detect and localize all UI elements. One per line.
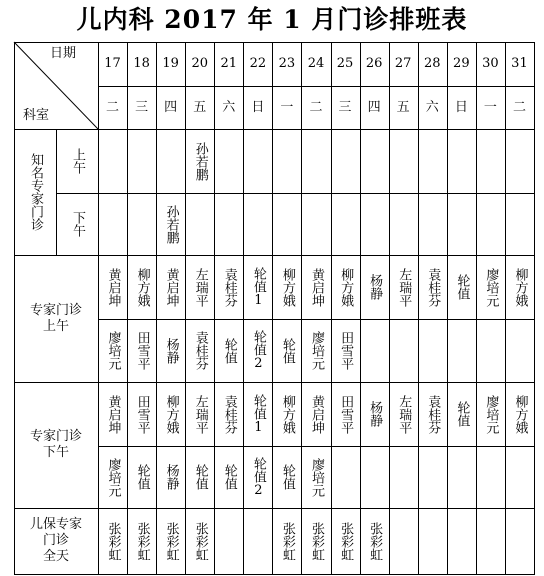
duty-cell-text: 田雪平 [134, 394, 150, 434]
weekday-cell-text: 五 [193, 99, 207, 115]
weekday-cell-text: 三 [338, 99, 352, 115]
date-cell [214, 42, 243, 86]
duty-cell [447, 319, 476, 382]
duty-cell-text: 廖培元 [483, 394, 499, 434]
column-divider [418, 42, 419, 574]
duty-cell [156, 508, 185, 574]
weekday-cell [418, 86, 447, 129]
duty-cell [214, 319, 243, 382]
duty-cell-text: 左瑞平 [396, 394, 412, 434]
duty-cell [98, 319, 127, 382]
duty-cell [447, 382, 476, 446]
section-label [14, 382, 98, 508]
duty-cell [331, 446, 360, 508]
duty-cell [185, 193, 214, 255]
duty-cell [214, 129, 243, 193]
date-cell [156, 42, 185, 86]
date-cell [301, 42, 330, 86]
date-weekday-divider [98, 86, 534, 87]
duty-cell [243, 446, 272, 508]
section-divider [14, 382, 534, 383]
duty-cell-text: 张彩虹 [163, 521, 179, 561]
weekday-cell-text: 日 [251, 99, 265, 115]
duty-cell [127, 193, 156, 255]
duty-cell [331, 319, 360, 382]
duty-cell [360, 255, 389, 319]
duty-cell [505, 319, 534, 382]
date-cell-text: 19 [162, 56, 179, 71]
column-divider [447, 42, 448, 574]
weekday-cell [360, 86, 389, 129]
duty-cell [243, 255, 272, 319]
weekday-cell-text: 二 [309, 99, 323, 115]
duty-cell [214, 382, 243, 446]
duty-cell-text: 柳方娥 [512, 394, 528, 434]
date-cell [185, 42, 214, 86]
duty-cell-text: 柳方娥 [163, 394, 179, 434]
column-divider [505, 42, 506, 574]
weekday-cell-text: 四 [164, 99, 178, 115]
duty-cell [360, 446, 389, 508]
duty-cell-text: 廖培元 [308, 457, 324, 497]
label-column-divider [98, 42, 99, 574]
duty-cell [127, 129, 156, 193]
duty-cell [127, 319, 156, 382]
duty-cell [156, 446, 185, 508]
column-divider [389, 42, 390, 574]
duty-cell-text: 轮值2 [250, 330, 266, 371]
weekday-cell [127, 86, 156, 129]
duty-cell-text: 田雪平 [134, 331, 150, 370]
duty-cell-text: 左瑞平 [396, 267, 412, 307]
duty-cell [360, 382, 389, 446]
date-cell-text: 25 [336, 56, 354, 71]
date-cell-text: 30 [482, 56, 499, 71]
duty-cell-text: 袁桂芬 [192, 331, 208, 370]
duty-cell [389, 382, 418, 446]
section-label [14, 255, 98, 382]
duty-cell-text: 张彩虹 [338, 521, 354, 561]
duty-cell [418, 193, 447, 255]
duty-cell [185, 508, 214, 574]
duty-cell [447, 193, 476, 255]
weekday-cell [214, 86, 243, 129]
duty-cell [331, 255, 360, 319]
header-bottom-border [14, 129, 534, 130]
duty-cell [360, 319, 389, 382]
date-cell-text: 29 [453, 56, 470, 71]
duty-cell-text: 左瑞平 [192, 267, 208, 307]
duty-cell [418, 446, 447, 508]
table-right-border [534, 42, 535, 575]
weekday-cell-text: 日 [454, 99, 468, 115]
duty-cell [127, 508, 156, 574]
date-cell [389, 42, 418, 86]
date-cell [505, 42, 534, 86]
duty-cell [156, 255, 185, 319]
duty-cell [272, 446, 301, 508]
duty-cell-text: 廖培元 [105, 331, 121, 370]
duty-cell [127, 382, 156, 446]
weekday-cell-text: 二 [512, 99, 526, 115]
column-divider [185, 42, 186, 574]
duty-cell-text: 轮值2 [250, 456, 266, 498]
row-divider [56, 193, 534, 194]
weekday-cell [185, 86, 214, 129]
duty-cell [505, 508, 534, 574]
duty-cell [185, 382, 214, 446]
duty-cell [331, 129, 360, 193]
session-label [56, 129, 98, 193]
date-cell-text: 23 [278, 56, 296, 71]
date-cell [476, 42, 505, 86]
duty-cell [185, 255, 214, 319]
duty-cell-text: 廖培元 [105, 457, 121, 497]
duty-cell [185, 129, 214, 193]
duty-cell [476, 446, 505, 508]
duty-cell [214, 508, 243, 574]
session-label-text: 上午 [70, 148, 85, 174]
weekday-cell-text: 一 [280, 99, 294, 115]
duty-cell-text: 轮值 [454, 274, 470, 300]
duty-cell [301, 129, 330, 193]
duty-cell [185, 446, 214, 508]
duty-cell [389, 508, 418, 574]
duty-cell [301, 255, 330, 319]
duty-cell [301, 508, 330, 574]
session-label-text: 下午 [70, 211, 85, 237]
duty-cell-text: 张彩虹 [367, 521, 383, 561]
date-cell-text: 17 [104, 56, 121, 71]
duty-cell [127, 446, 156, 508]
duty-cell [505, 382, 534, 446]
duty-cell-text: 黄启坤 [308, 267, 324, 307]
duty-cell-text: 柳方娥 [279, 267, 295, 307]
date-cell-text: 26 [365, 56, 383, 71]
duty-cell-text: 杨静 [163, 464, 179, 490]
column-divider [331, 42, 332, 574]
duty-cell [243, 193, 272, 255]
duty-cell-text: 张彩虹 [105, 521, 121, 561]
duty-cell [418, 319, 447, 382]
duty-cell [389, 319, 418, 382]
section-label [14, 129, 56, 255]
duty-cell-text: 轮值 [134, 464, 150, 490]
duty-cell [505, 193, 534, 255]
table-top-border [14, 42, 534, 43]
weekday-cell [389, 86, 418, 129]
duty-cell-text: 柳方娥 [134, 267, 150, 307]
duty-cell [301, 193, 330, 255]
duty-cell [505, 446, 534, 508]
corner-dept-label-text: 科室 [22, 108, 49, 123]
duty-cell-text: 轮值 [192, 464, 208, 490]
weekday-cell-text: 五 [396, 99, 410, 115]
duty-cell [476, 319, 505, 382]
section-label-text: 专家门诊 上午 [29, 302, 82, 334]
duty-cell-text: 袁桂芬 [221, 394, 237, 434]
duty-cell [331, 508, 360, 574]
duty-cell [389, 193, 418, 255]
section-label [14, 508, 98, 574]
duty-cell [418, 382, 447, 446]
duty-cell [505, 129, 534, 193]
duty-cell-text: 杨静 [367, 401, 383, 427]
duty-cell [98, 382, 127, 446]
duty-cell [156, 193, 185, 255]
date-cell [331, 42, 360, 86]
section-label-text: 专家门诊 下午 [29, 429, 82, 460]
column-divider [156, 42, 157, 574]
date-cell-text: 21 [220, 56, 238, 71]
weekday-cell [156, 86, 185, 129]
date-cell-text: 18 [133, 56, 150, 71]
session-divider [56, 129, 57, 255]
section-label-text: 儿保专家 门诊 全天 [29, 517, 82, 564]
duty-cell [243, 382, 272, 446]
duty-cell-text: 杨静 [367, 274, 383, 300]
date-cell-text: 22 [249, 56, 267, 71]
page-title: 儿内科 2017 年 1 月门诊排班表 [76, 5, 468, 34]
weekday-cell-text: 六 [425, 99, 439, 115]
duty-cell [331, 193, 360, 255]
column-divider [301, 42, 302, 574]
duty-cell-text: 黄启坤 [163, 267, 179, 307]
corner-date-label-text: 日期 [49, 46, 76, 61]
duty-cell-text: 轮值 [221, 337, 237, 364]
duty-cell-text: 轮值 [454, 401, 470, 427]
weekday-cell-text: 六 [222, 99, 236, 115]
duty-cell-text: 左瑞平 [192, 394, 208, 434]
date-cell [272, 42, 301, 86]
column-divider [127, 42, 128, 574]
duty-cell [389, 255, 418, 319]
duty-cell-text: 孙若鹏 [192, 141, 208, 181]
column-divider [360, 42, 361, 574]
weekday-cell-text: 四 [367, 99, 381, 115]
duty-cell [447, 446, 476, 508]
row-divider [98, 446, 534, 447]
duty-cell [447, 255, 476, 319]
duty-cell [476, 129, 505, 193]
duty-cell [272, 255, 301, 319]
duty-cell [476, 382, 505, 446]
date-cell-text: 24 [307, 56, 325, 71]
date-cell [98, 42, 127, 86]
duty-cell-text: 田雪平 [338, 394, 354, 434]
duty-cell-text: 袁桂芬 [221, 267, 237, 307]
weekday-cell [331, 86, 360, 129]
duty-cell-text: 轮值 [279, 337, 295, 364]
duty-cell [98, 193, 127, 255]
duty-cell-text: 轮值1 [250, 393, 266, 435]
weekday-cell-text: 二 [106, 99, 120, 115]
duty-cell-text: 廖培元 [308, 331, 324, 370]
section-divider [14, 255, 534, 256]
duty-cell [272, 193, 301, 255]
weekday-cell [243, 86, 272, 129]
date-cell-text: 28 [423, 56, 441, 71]
duty-cell [476, 508, 505, 574]
date-cell [243, 42, 272, 86]
duty-cell [447, 129, 476, 193]
duty-cell-text: 黄启坤 [105, 394, 121, 434]
duty-cell-text: 张彩虹 [134, 521, 150, 561]
duty-cell [127, 255, 156, 319]
column-divider [214, 42, 215, 574]
weekday-cell [476, 86, 505, 129]
duty-cell [418, 129, 447, 193]
date-cell-text: 31 [511, 56, 528, 71]
weekday-cell-text: 三 [135, 99, 149, 115]
duty-cell [98, 508, 127, 574]
date-cell [127, 42, 156, 86]
duty-cell [272, 319, 301, 382]
duty-cell [418, 255, 447, 319]
duty-cell [214, 193, 243, 255]
weekday-cell [301, 86, 330, 129]
duty-cell [272, 382, 301, 446]
row-divider [98, 319, 534, 320]
duty-cell [214, 255, 243, 319]
column-divider [272, 42, 273, 574]
section-divider [14, 574, 534, 575]
duty-cell [185, 319, 214, 382]
duty-cell [360, 129, 389, 193]
duty-cell [476, 193, 505, 255]
date-cell-text: 20 [191, 56, 208, 71]
duty-cell-text: 轮值 [221, 464, 237, 490]
duty-cell [301, 382, 330, 446]
date-cell [360, 42, 389, 86]
duty-cell [360, 508, 389, 574]
date-cell [447, 42, 476, 86]
duty-cell [389, 446, 418, 508]
duty-cell [243, 129, 272, 193]
duty-cell [389, 129, 418, 193]
duty-cell-text: 黄启坤 [308, 394, 324, 434]
duty-cell-text: 杨静 [163, 337, 179, 364]
duty-cell [156, 319, 185, 382]
duty-cell-text: 柳方娥 [512, 267, 528, 307]
duty-cell-text: 袁桂芬 [425, 394, 441, 434]
duty-cell-text: 张彩虹 [308, 521, 324, 561]
date-cell [418, 42, 447, 86]
duty-cell [418, 508, 447, 574]
duty-cell-text: 柳方娥 [279, 394, 295, 434]
duty-cell [505, 255, 534, 319]
duty-cell-text: 张彩虹 [279, 521, 295, 561]
duty-cell [447, 508, 476, 574]
table-left-border [14, 42, 15, 574]
weekday-cell [505, 86, 534, 129]
duty-cell-text: 张彩虹 [192, 521, 208, 561]
duty-cell [331, 382, 360, 446]
duty-cell [98, 446, 127, 508]
duty-cell-text: 轮值 [279, 464, 295, 490]
duty-cell-text: 田雪平 [338, 331, 354, 370]
weekday-cell [98, 86, 127, 129]
duty-cell [301, 446, 330, 508]
duty-cell [476, 255, 505, 319]
duty-cell [98, 129, 127, 193]
duty-cell [156, 129, 185, 193]
duty-cell [243, 508, 272, 574]
duty-cell-text: 孙若鹏 [163, 204, 179, 244]
weekday-cell [447, 86, 476, 129]
duty-cell-text: 轮值1 [250, 266, 266, 308]
column-divider [243, 42, 244, 574]
duty-cell [156, 382, 185, 446]
duty-cell [98, 255, 127, 319]
duty-cell-text: 柳方娥 [338, 267, 354, 307]
duty-cell [272, 508, 301, 574]
session-label [56, 193, 98, 255]
weekday-cell [272, 86, 301, 129]
date-cell-text: 27 [394, 56, 412, 71]
section-divider [14, 508, 534, 509]
duty-cell-text: 廖培元 [483, 267, 499, 307]
section-label-text: 知名专家门诊 [28, 153, 43, 231]
duty-cell-text: 黄启坤 [105, 267, 121, 307]
duty-cell [301, 319, 330, 382]
duty-cell-text: 袁桂芬 [425, 267, 441, 307]
duty-cell [243, 319, 272, 382]
duty-cell [272, 129, 301, 193]
duty-cell [360, 193, 389, 255]
column-divider [476, 42, 477, 574]
weekday-cell-text: 一 [483, 99, 497, 115]
duty-cell [214, 446, 243, 508]
